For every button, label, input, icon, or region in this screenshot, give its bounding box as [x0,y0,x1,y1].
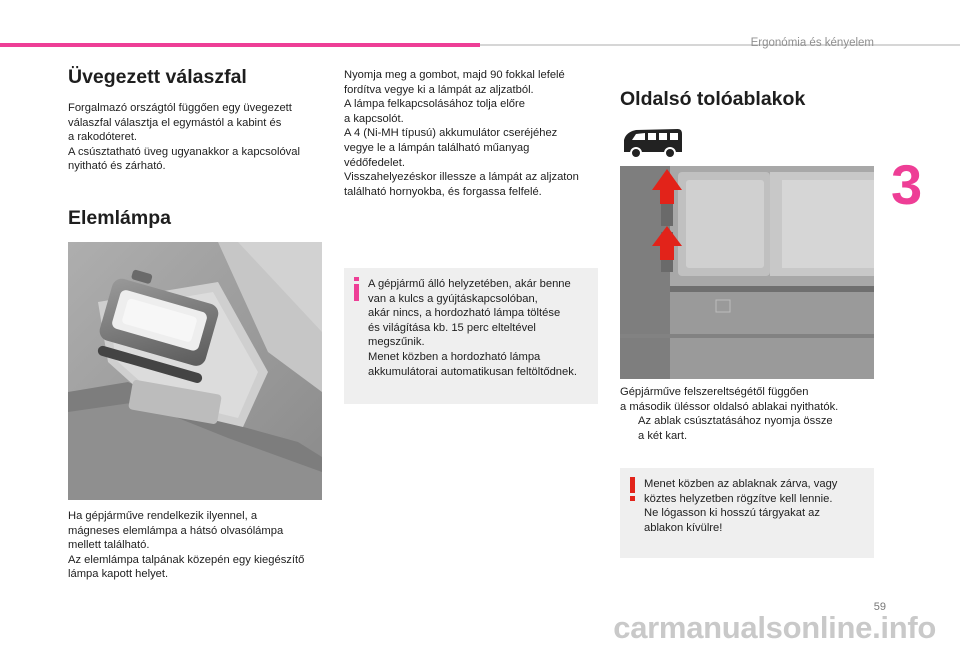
text-line: Ha gépjárműve rendelkezik ilyennel, a [68,510,258,522]
torch-info-box [344,268,598,404]
text-line: akár nincs, a hordozható lámpa töltése [368,307,561,320]
sliding-window-illustration [620,166,874,379]
text-line: Az elemlámpa talpának közepén egy kiegészítő [68,553,305,566]
section-title-sliding-windows: Oldalsó tolóablakok [620,88,806,110]
torch-caption [68,509,338,582]
text-line: található hornyokba, és forgassa felfelé. [344,185,542,198]
text-line: megszűnik. [368,336,425,349]
text-line: Ne lógasson ki hosszú tárgyakat az [644,507,820,520]
text-line: Nyomja meg a gombot, majd 90 fokkal lefelé [344,69,565,81]
text-line: a rakodóteret. [68,131,138,144]
page-number: 59 [873,601,886,613]
list-item [620,414,880,443]
text-line: A lámpa felkapcsolásához tolja előre [344,98,525,111]
torch-illustration [68,242,322,500]
text-line: Visszahelyezéskor illessze a lámpát az aljzaton [344,171,579,184]
text-line: Forgalmazó országtól függően egy üvegezett [68,102,292,114]
sliding-window-photo [620,166,874,379]
header-accent-bar [0,43,480,47]
info-icon [353,277,361,306]
header-rule [480,44,960,46]
bullet-icon [620,414,638,443]
text-line: a második üléssor oldalsó ablakai nyithatók. [620,400,839,413]
warning-box [620,468,874,558]
text-line: A gépjármű álló helyzetében, akár benne [368,278,571,290]
warning-icon [629,477,637,506]
text-line: válaszfal választja el egymástól a kabint és [68,116,282,129]
section-title-glass-partition: Üvegezett válaszfal [68,66,247,88]
text-line: a két kart. [638,429,688,442]
section-title-torch: Elemlámpa [68,207,171,229]
text-line: Gépjárműve felszereltségétől függően [620,386,809,398]
text-line: lámpa kapott helyet. [68,568,169,581]
chapter-number: 3 [891,153,923,216]
text-line: vegye le a lámpán található műanyag [344,141,530,154]
text-line: Az ablak csúsztatásához nyomja össze [638,415,833,428]
text-line: fordítva vegye ki a lámpát az aljzatból. [344,83,534,96]
torch-instructions [344,68,604,199]
running-head: Ergonómia és kényelem [750,37,874,49]
text-line: akkumulátorai automatikusan feltöltődnek. [368,365,577,378]
van-icon [620,126,684,165]
text-line: ablakon kívülre! [644,521,723,534]
text-line: a kapcsolót. [344,112,404,125]
watermark: carmanualsonline.info [613,610,936,645]
text-line: Menet közben a hordozható lámpa [368,350,541,363]
glass-partition-text [68,101,338,174]
text-line: Menet közben az ablaknak zárva, vagy [644,478,838,490]
text-line: és világítása kb. 15 perc elteltével [368,321,536,334]
torch-photo [68,242,322,500]
text-line: mágneses elemlámpa a hátsó olvasólámpa [68,524,284,537]
sliding-windows-text [620,385,880,443]
text-line: köztes helyzetben rögzítve kell lennie. [644,492,833,505]
text-line: van a kulcs a gyújtáskapcsolóban, [368,292,538,305]
text-line: A 4 (Ni-MH típusú) akkumulátor cseréjéhez [344,127,558,140]
text-line: mellett található. [68,539,150,552]
text-line: A csúsztatható üveg ugyanakkor a kapcsolóval [68,145,300,158]
text-line: védőfedelet. [344,156,405,169]
text-line: nyitható és zárható. [68,160,166,173]
